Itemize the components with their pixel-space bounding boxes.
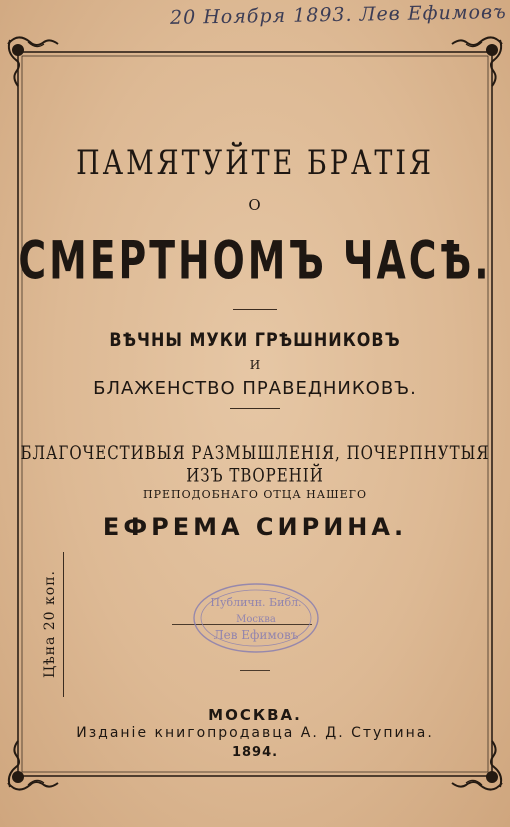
subtitle-line-2: И bbox=[249, 358, 261, 372]
stamp-bottom-text: Лев Ефимовъ bbox=[213, 628, 299, 642]
divider-rule bbox=[233, 309, 277, 310]
author-name: ЕФРЕМА СИРИНА. bbox=[102, 513, 408, 541]
stamp-middle-text: Москва bbox=[236, 614, 276, 625]
title-line-1: ПАМЯТУЙТЕ БРАТІЯ bbox=[76, 144, 434, 183]
handwritten-inscription: 20 Ноября 1893. Лев Ефимовъ bbox=[169, 1, 507, 29]
subtitle-line-3: БЛАЖЕНСТВО ПРАВЕДНИКОВЪ. bbox=[93, 378, 417, 399]
divider-rule bbox=[230, 408, 280, 409]
price-text: Цѣна 20 коп. bbox=[42, 569, 58, 679]
corner-ornament-tr bbox=[452, 37, 502, 86]
imprint-publisher: Изданіе книгопродавца А. Д. Ступина. bbox=[76, 725, 434, 741]
imprint-year: 1894. bbox=[231, 745, 279, 760]
title-line-3: СМЕРТНОМЪ ЧАСѢ. bbox=[18, 229, 492, 292]
price-label bbox=[41, 552, 64, 697]
subtitle-line-1: ВѢЧНЫ МУКИ ГРѢШНИКОВЪ bbox=[109, 328, 401, 351]
description-line-2: ПРЕПОДОБНАГО ОТЦА НАШЕГО bbox=[143, 488, 367, 501]
divider-rule bbox=[240, 670, 270, 671]
imprint-city: МОСКВА. bbox=[208, 706, 302, 724]
title-line-2: О bbox=[248, 196, 262, 214]
corner-ornament-tl bbox=[8, 37, 58, 86]
description-line-1: БЛАГОЧЕСТИВЫЯ РАЗМЫШЛЕНІЯ, ПОЧЕРПНУТЫЯ ИЗЪ ТВОРЕНІЙ bbox=[20, 441, 490, 487]
stamp-top-text: Публичн. Библ. bbox=[210, 596, 302, 609]
library-stamp bbox=[190, 578, 325, 658]
